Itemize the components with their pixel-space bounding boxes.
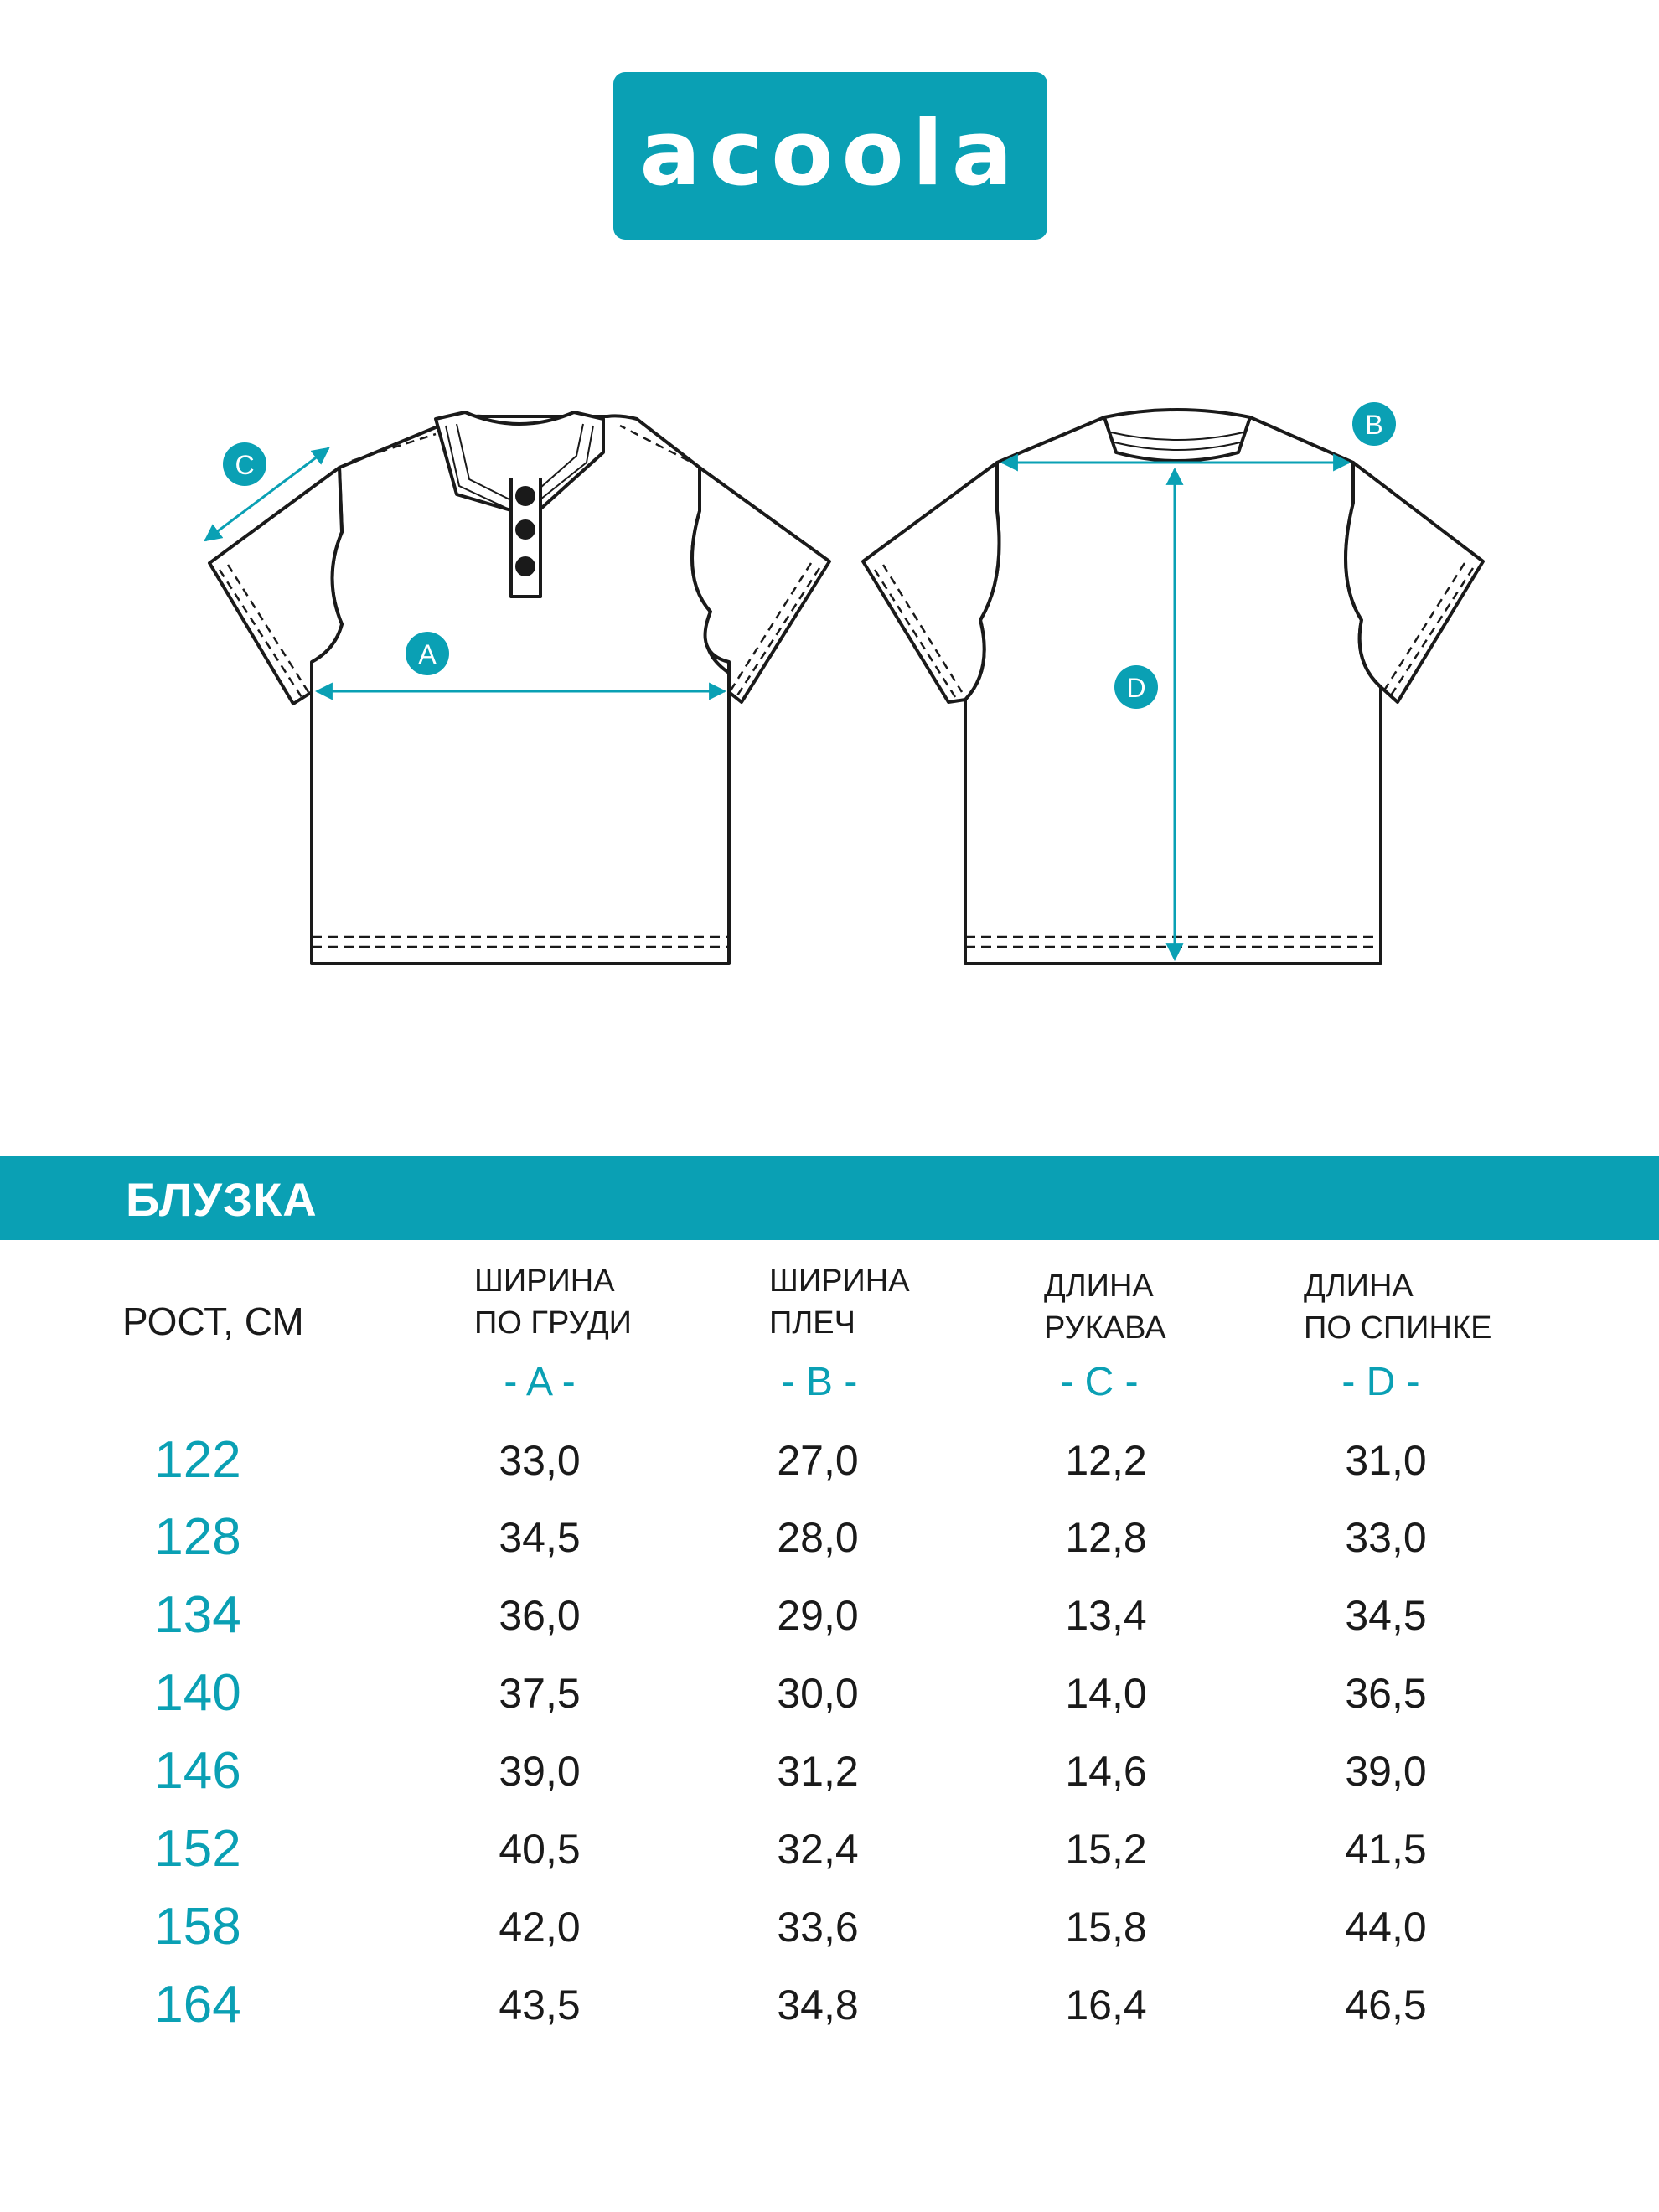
back-length-cell: 39,0 bbox=[1345, 1748, 1427, 1795]
sleeve-length-cell: 14,0 bbox=[1065, 1670, 1147, 1717]
table-row bbox=[0, 1664, 1659, 1739]
col-c-header: ДЛИНА РУКАВА bbox=[1044, 1269, 1166, 1346]
table-row bbox=[0, 1586, 1659, 1662]
height-header: РОСТ, СМ bbox=[122, 1300, 304, 1343]
product-title: БЛУЗКА bbox=[126, 1173, 318, 1226]
svg-text:D: D bbox=[1126, 673, 1146, 703]
sleeve-length-cell: 15,8 bbox=[1065, 1904, 1147, 1951]
shoulder-width-cell: 33,6 bbox=[777, 1904, 859, 1951]
shoulder-width-cell: 28,0 bbox=[777, 1514, 859, 1561]
front-view bbox=[209, 412, 830, 964]
table-row bbox=[0, 1742, 1659, 1817]
chest-width-cell: 40,5 bbox=[499, 1826, 581, 1873]
back-length-cell: 31,0 bbox=[1345, 1437, 1427, 1484]
col-b-header: ШИРИНА ПЛЕЧ bbox=[769, 1264, 910, 1341]
shoulder-width-cell: 27,0 bbox=[777, 1437, 859, 1484]
height-cell: 158 bbox=[154, 1898, 241, 1956]
back-length-cell: 34,5 bbox=[1345, 1592, 1427, 1639]
back-length-cell: 46,5 bbox=[1345, 1982, 1427, 2029]
marker-c bbox=[223, 442, 266, 486]
table-row bbox=[0, 1508, 1659, 1584]
col-a-letter: - A - bbox=[504, 1360, 576, 1404]
table-row bbox=[0, 1431, 1659, 1507]
svg-text:C: C bbox=[235, 450, 255, 480]
col-a-header: ШИРИНА ПО ГРУДИ bbox=[474, 1264, 632, 1341]
sleeve-length-cell: 14,6 bbox=[1065, 1748, 1147, 1795]
back-length-cell: 44,0 bbox=[1345, 1904, 1427, 1951]
back-length-cell: 33,0 bbox=[1345, 1514, 1427, 1561]
shoulder-width-cell: 32,4 bbox=[777, 1826, 859, 1873]
chest-width-cell: 42,0 bbox=[499, 1904, 581, 1951]
col-b-letter: - B - bbox=[781, 1360, 858, 1404]
back-length-cell: 36,5 bbox=[1345, 1670, 1427, 1717]
svg-text:B: B bbox=[1365, 410, 1383, 440]
sleeve-length-cell: 16,4 bbox=[1065, 1982, 1147, 2029]
marker-b bbox=[1352, 402, 1396, 446]
brand-logo bbox=[613, 72, 1047, 240]
table-row bbox=[0, 1976, 1659, 2051]
sleeve-length-cell: 12,2 bbox=[1065, 1437, 1147, 1484]
sleeve-length-cell: 12,8 bbox=[1065, 1514, 1147, 1561]
chest-width-cell: 34,5 bbox=[499, 1514, 581, 1561]
marker-d bbox=[1114, 665, 1158, 709]
shoulder-width-cell: 30,0 bbox=[777, 1670, 859, 1717]
svg-text:A: A bbox=[418, 639, 437, 669]
sleeve-length-cell: 13,4 bbox=[1065, 1592, 1147, 1639]
shoulder-width-cell: 31,2 bbox=[777, 1748, 859, 1795]
table-row bbox=[0, 1898, 1659, 1973]
garment-drawing bbox=[0, 369, 1659, 989]
back-length-cell: 41,5 bbox=[1345, 1826, 1427, 1873]
chest-width-cell: 33,0 bbox=[499, 1437, 581, 1484]
logo-wordmark: acoola bbox=[639, 101, 1021, 206]
height-cell: 140 bbox=[154, 1664, 241, 1722]
col-d-header: ДЛИНА ПО СПИНКЕ bbox=[1304, 1269, 1492, 1346]
height-cell: 128 bbox=[154, 1508, 241, 1566]
shoulder-width-cell: 34,8 bbox=[777, 1982, 859, 2029]
chest-width-cell: 43,5 bbox=[499, 1982, 581, 2029]
height-cell: 152 bbox=[154, 1820, 241, 1878]
chest-width-cell: 36,0 bbox=[499, 1592, 581, 1639]
chest-width-cell: 39,0 bbox=[499, 1748, 581, 1795]
table-row bbox=[0, 1820, 1659, 1895]
height-cell: 146 bbox=[154, 1742, 241, 1800]
sleeve-length-cell: 15,2 bbox=[1065, 1826, 1147, 1873]
height-cell: 122 bbox=[154, 1431, 241, 1489]
height-cell: 164 bbox=[154, 1976, 241, 2034]
chest-width-cell: 37,5 bbox=[499, 1670, 581, 1717]
shoulder-width-cell: 29,0 bbox=[777, 1592, 859, 1639]
col-d-letter: - D - bbox=[1341, 1360, 1420, 1404]
height-cell: 134 bbox=[154, 1586, 241, 1644]
marker-a bbox=[406, 632, 449, 675]
back-view bbox=[863, 410, 1483, 964]
col-c-letter: - C - bbox=[1060, 1360, 1139, 1404]
title-banner bbox=[0, 1156, 1659, 1240]
